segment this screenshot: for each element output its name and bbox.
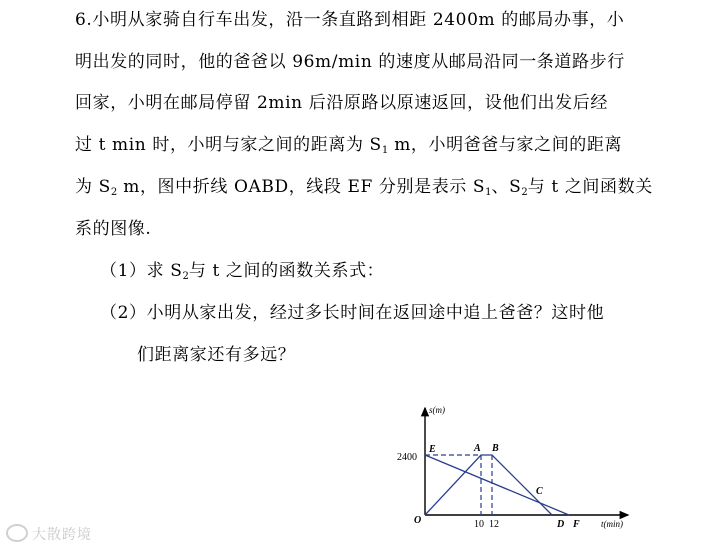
y-axis-label: s(m) xyxy=(429,405,445,415)
x-tick-12: 12 xyxy=(489,519,499,530)
point-A-label: A xyxy=(474,443,481,454)
problem-line-4: 过 t min 时，小明与家之间的距离为 $S_1$ m，小明爸爸与家之间的距离 xyxy=(75,135,623,156)
problem-line-6: 系的图像. xyxy=(75,219,152,239)
problem-line-3: 回家，小明在邮局停留 2min 后沿原路以原速返回，设他们出发后经 xyxy=(75,93,608,113)
y-tick-2400: 2400 xyxy=(397,452,417,463)
question-2-line-1: （2）小明从家出发，经过多长时间在返回途中追上爸爸？这时他 xyxy=(100,303,605,323)
point-O-label: O xyxy=(414,515,422,526)
problem-line-2: 明出发的同时，他的爸爸以 96m/min 的速度从邮局沿同一条道路步行 xyxy=(75,52,625,72)
point-C-label: C xyxy=(536,486,543,497)
x-axis-label: t(min) xyxy=(601,519,623,529)
watermark-text: 大散跨境 xyxy=(32,527,92,543)
point-D-label: D xyxy=(557,519,565,530)
question-2-line-2: 们距离家还有多远？ xyxy=(137,345,296,365)
point-B-label: B xyxy=(492,443,499,454)
watermark-logo-icon xyxy=(6,524,28,542)
x-tick-10: 10 xyxy=(474,519,484,530)
problem-line-1: 6.小明从家骑自行车出发，沿一条直路到相距 2400m 的邮局办事，小 xyxy=(75,10,625,30)
question-1: （1）求 $S_2$与 t 之间的函数关系式： xyxy=(100,261,385,282)
point-F-label: F xyxy=(573,519,580,530)
watermark xyxy=(6,524,92,544)
segment-EF xyxy=(425,455,569,515)
polyline-OABD xyxy=(425,455,552,515)
point-E-label: E xyxy=(429,444,436,455)
problem-line-5: 为 $S_2$ m，图中折线 OABD，线段 EF 分别是表示 $S_1$、$S_2$与 t 之间函数关 xyxy=(75,177,653,198)
